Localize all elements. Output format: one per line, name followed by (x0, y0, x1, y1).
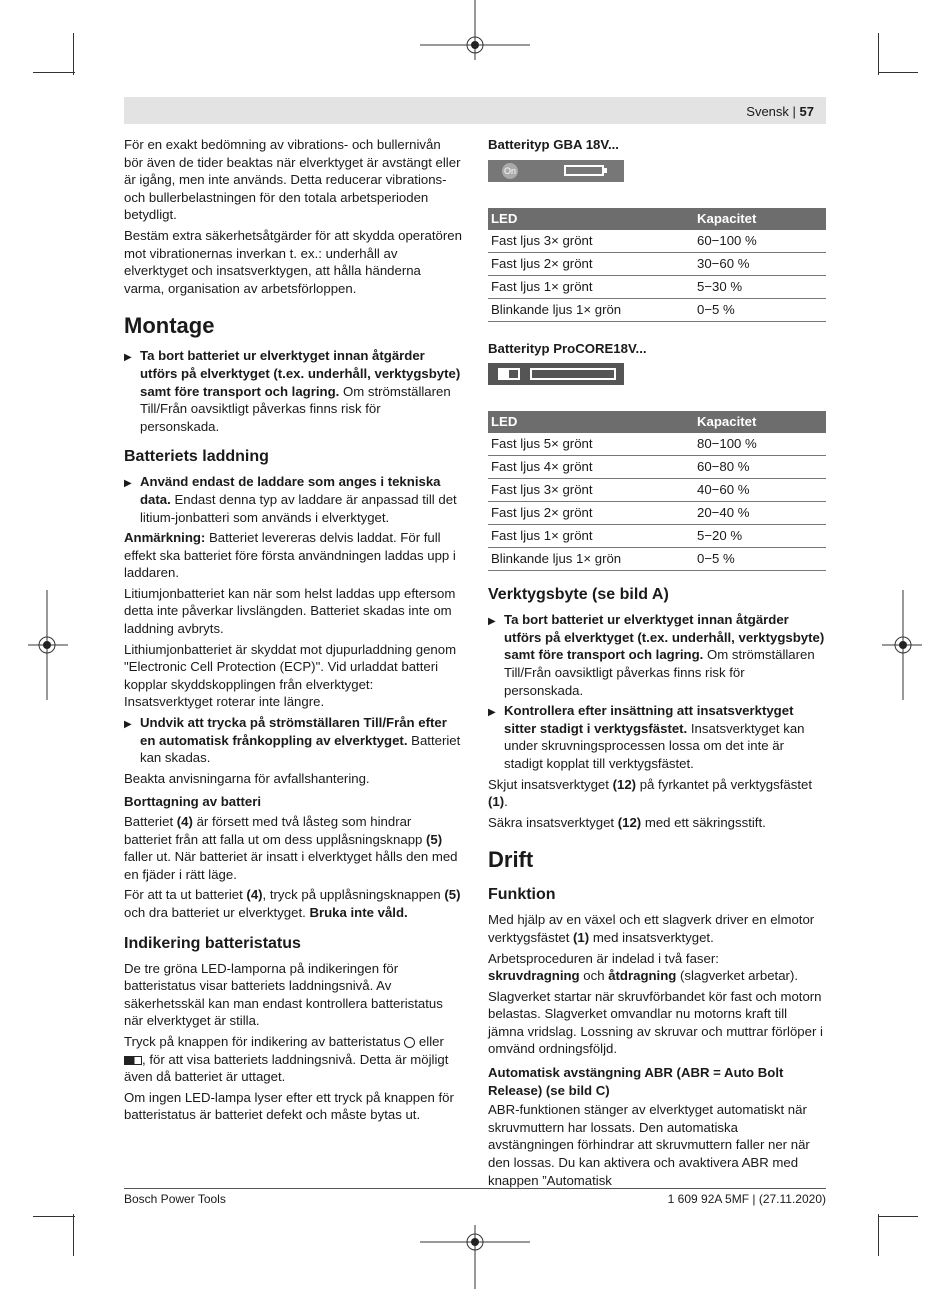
bullet-text: Om strömställaren Till/Från oavsiktligt påverkas finns risk för personskada. (140, 383, 451, 434)
battery-icon-tip (604, 168, 607, 173)
section-title-charging: Batteriets laddning (124, 448, 269, 466)
crop-mark (878, 72, 918, 73)
section-title-montage: Montage (124, 313, 215, 339)
warning-bullet (124, 347, 462, 435)
table-row: Fast ljus 4× grönt 60−80 % (488, 456, 826, 479)
paragraph: ABR-funktionen stänger av elverktyget automatiskt när skruvmuttern har lossats. Den automatiska avstängningen förhindrar att skruvmuttern faller ner när den lossas. Du kan aktivera och avaktivera ABR med knappen ”Automatisk (488, 1102, 810, 1188)
paragraph: För att ta ut batteriet (4), tryck på upplåsningsknappen (5) och dra batteriet ur elverktyget. Bruka inte våld. (124, 887, 461, 920)
paragraph: Bestäm extra säkerhetsåtgärder för att skydda operatören mot vibrationernas inverkan t. ex.: underhåll av elverktyget och insatsverktygen, att hålla händerna varma, organisation av arbetsförloppen. (124, 227, 462, 296)
crop-mark (33, 1216, 75, 1217)
paragraph: Lithiumjonbatteriet är skyddat mot djupurladdning genom "Electronic Cell Protection (ECP)". Vid urladdat batteri kopplar skyddskopplingen från elverktyget: Insatsverktyget roterar inte längre. (124, 641, 457, 710)
left-column (124, 136, 462, 1127)
paragraph: Beakta anvisningarna för avfallshantering. (124, 770, 370, 786)
crop-mark (878, 1214, 879, 1256)
subsection-title-abr: Automatisk avstängning ABR (ABR = Auto Bolt Release) (se bild C) (488, 1065, 784, 1098)
right-column (488, 136, 826, 1192)
paragraph: Om ingen LED-lampa lyser efter ett tryck på knappen för batteristatus är batteriet defekt och måste bytas ut. (124, 1089, 454, 1123)
section-title-tool-change: Verktygsbyte (se bild A) (488, 586, 669, 604)
gba-led-table (488, 208, 826, 322)
column-header-led: LED (488, 411, 694, 433)
table-row: Fast ljus 1× grönt 5−20 % (488, 525, 826, 548)
battery-gauge-icon (124, 1056, 142, 1065)
page-header: Svensk | 57 (746, 104, 814, 119)
registration-mark-right (882, 590, 922, 700)
arrow-icon: ▶ (488, 616, 496, 628)
warning-bullet: ▶ Kontrollera efter insättning att insatsverktyget sitter stadigt i verktygsfästet. Insatsverktyget kan under skruvningsprocessen lossa om det inte är stadigt kopplat till verktygsfästet. (488, 703, 805, 771)
warning-bullet (124, 473, 462, 526)
footer-rule (124, 1188, 826, 1189)
footer-publisher: Bosch Power Tools (124, 1192, 226, 1206)
table-row: Fast ljus 3× grönt 40−60 % (488, 479, 826, 502)
registration-mark-top (420, 0, 530, 60)
section-title-battery-status: Indikering batteristatus (124, 934, 301, 952)
procore-led-table (488, 411, 826, 571)
arrow-icon: ▶ (124, 352, 132, 364)
warning-bullet (124, 714, 462, 767)
table-row: Fast ljus 1× grönt 5−30 % (488, 275, 826, 298)
note-label: Anmärkning: (124, 530, 206, 546)
paragraph: Arbetsproceduren är indelad i två faser: skruvdragning och åtdragning (slagverket arbetar). (488, 950, 799, 984)
crop-mark (73, 33, 74, 75)
column-header-capacity: Kapacitet (694, 411, 826, 433)
paragraph: Säkra insatsverktyget (12) med ett säkringsstift. (488, 814, 766, 830)
bullet-bold: Undvik att trycka på strömställaren Till/Från efter en automatisk frånkoppling av elverktyget. (140, 715, 447, 748)
arrow-icon: ▶ (124, 478, 132, 490)
footer-docref: 1 609 92A 5MF | (27.11.2020) (667, 1192, 826, 1206)
paragraph: Litiumjonbatteriet kan när som helst laddas upp eftersom detta inte påverkar livslängden. Batteriet skadas inte om laddning avbryts. (124, 585, 456, 637)
paragraph: Batteriet (4) är försett med två låsteg som hindrar batteriet från att falla ut om dess upplåsningsknapp (5) faller ut. När batteriet är insatt i elverktyget hålls den med en fjäder i rätt läge. (124, 814, 458, 882)
bullet-text: Batteriet kan skadas. (140, 732, 461, 766)
bullet-text: Endast denna typ av laddare är anpassad till det litium-jonbatteri som används i elverktyget. (140, 491, 457, 525)
battery-icon (564, 165, 604, 176)
arrow-icon: ▶ (124, 719, 132, 731)
arrow-icon: ▶ (488, 707, 496, 719)
on-button-icon: On (502, 163, 518, 179)
note-text: Batteriet levereras delvis laddat. För full effekt ska batteriet före första användningen laddas upp i laddaren. (124, 530, 456, 581)
column-header-capacity: Kapacitet (694, 208, 826, 230)
crop-mark (878, 33, 879, 75)
bullet-bold: Ta bort batteriet ur elverktyget innan åtgärder utförs på elverktyget (t.ex. underhåll, verktygsbyte) samt före transport och lagring. (140, 348, 461, 399)
paragraph: Skjut insatsverktyget (12) på fyrkantet på verktygsfästet (1). (488, 776, 812, 810)
table-row: Fast ljus 2× grönt 20−40 % (488, 502, 826, 525)
procore-battery-indicator-image (488, 363, 624, 385)
crop-mark (878, 1216, 918, 1217)
bullet-bold: Använd endast de laddare som anges i tekniska data. (140, 474, 441, 507)
battery-type-gba-title: Batterityp GBA 18V... (488, 137, 619, 152)
header-language: Svensk (746, 104, 789, 119)
battery-status-button-icon (404, 1037, 415, 1048)
note-paragraph (124, 529, 462, 582)
battery-level-bar-icon (530, 368, 616, 380)
table-row: Blinkande ljus 1× grön 0−5 % (488, 298, 826, 321)
section-title-function: Funktion (488, 886, 556, 904)
paragraph: De tre gröna LED-lamporna på indikeringen för batteristatus visar batteriets laddningsnivå. Av säkerhetsskäl kan man endast kontrollera batteristatus när elverktyget är stilla. (124, 960, 443, 1029)
button-icon (498, 368, 520, 380)
column-header-led: LED (488, 208, 694, 230)
paragraph: Med hjälp av en växel och ett slagverk driver en elmotor verktygsfästet (1) med insatsverktyget. (488, 912, 815, 945)
table-row: Fast ljus 2× grönt 30−60 % (488, 252, 826, 275)
warning-bullet: ▶ Ta bort batteriet ur elverktyget innan åtgärder utförs på elverktyget (t.ex. underhåll, verktygsbyte) samt före transport och lagring. Om strömställaren Till/Från oavsiktligt påverkas finns risk för personskada. (488, 612, 825, 698)
crop-mark (33, 72, 75, 73)
table-row: Fast ljus 3× grönt 60−100 % (488, 230, 826, 253)
paragraph: För en exakt bedömning av vibrations- och bullernivån bör även de tider beaktas när elverktyget är avstängt eller är igång, men inte används. Detta reducerar vibrations- och bullerbelastningen för den totala arbetsperioden betydligt. (124, 137, 461, 223)
battery-type-procore-title: Batterityp ProCORE18V... (488, 340, 647, 356)
crop-mark (73, 1214, 74, 1256)
table-row: Blinkande ljus 1× grön 0−5 % (488, 548, 826, 571)
paragraph: Slagverket startar när skruvförbandet kör fast och motorn belastas. Slagverket omvandlar nu motorns kraft till jämna vridslag. Lossning av skruvar och muttrar förlöper i omvänd ordningsföljd. (488, 988, 823, 1057)
header-bar (124, 97, 826, 124)
subsection-title-removal: Borttagning av batteri (124, 794, 262, 810)
paragraph: Tryck på knappen för indikering av batteristatus eller , för att visa batteriets laddningsnivå. Detta är möjligt även då batteriet är uttaget. (124, 1033, 449, 1085)
page-number: 57 (799, 104, 814, 119)
gba-battery-indicator-image (488, 160, 624, 182)
registration-mark-left (28, 590, 68, 700)
section-title-drift: Drift (488, 847, 534, 873)
registration-mark-bottom (420, 1225, 530, 1289)
table-row: Fast ljus 5× grönt 80−100 % (488, 433, 826, 456)
